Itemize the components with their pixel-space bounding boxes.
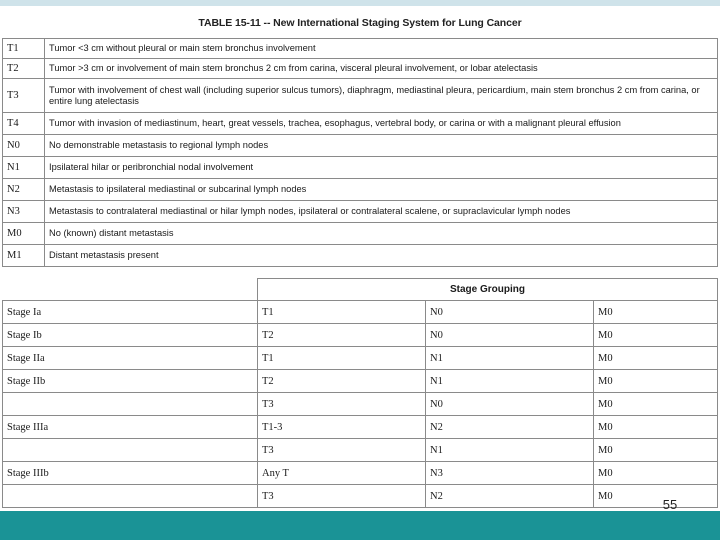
stage-row [3,393,718,416]
stage-m-cell: M0 [594,439,718,462]
stage-grouping-table [2,278,718,508]
tnm-code-cell: N0 [3,135,45,157]
table-title: TABLE 15-11 -- New International Staging System for Lung Cancer [198,17,522,29]
tnm-code-cell: T2 [3,59,45,79]
stage-n-cell: N2 [426,416,594,439]
tnm-row [3,79,718,113]
tnm-description-cell: Tumor >3 cm or involvement of main stem bronchus 2 cm from carina, visceral pleural involvement, or lobar atelectasis [45,59,718,79]
tnm-code-cell: N1 [3,157,45,179]
stage-row [3,485,718,508]
stage-n-cell: N0 [426,301,594,324]
tnm-description-cell: Tumor with invasion of mediastinum, heart, great vessels, trachea, esophagus, vertebral body, or carina or with a malignant pleural effusion [45,113,718,135]
stage-row [3,347,718,370]
stage-n-cell: N2 [426,485,594,508]
stage-name-cell: Stage IIIa [3,416,258,439]
stage-grouping-header: Stage Grouping [258,279,718,301]
stage-t-cell: T1 [258,301,426,324]
tnm-description-cell: Metastasis to contralateral mediastinal or hilar lymph nodes, ipsilateral or contralateral scalene, or supraclavicular lymph nodes [45,201,718,223]
tnm-description-cell: Tumor with involvement of chest wall (including superior sulcus tumors), diaphragm, mediastinal pleura, pericardium, main stem bronchus 2 cm from carina, or entire lung atelectasis [45,79,718,113]
stage-row [3,324,718,347]
tnm-code-cell: M0 [3,223,45,245]
tnm-row [3,157,718,179]
stage-name-cell: Stage Ib [3,324,258,347]
stage-m-cell: M0 [594,393,718,416]
tnm-code-cell: N3 [3,201,45,223]
tnm-definitions-table [2,38,718,267]
stage-m-cell: M0 [594,485,718,508]
stage-name-cell: Stage IIa [3,347,258,370]
stage-m-cell: M0 [594,301,718,324]
stage-row [3,301,718,324]
tnm-row [3,135,718,157]
tnm-row [3,59,718,79]
stage-name-cell: Stage IIb [3,370,258,393]
tnm-description-cell: No (known) distant metastasis [45,223,718,245]
tnm-row [3,39,718,59]
stage-n-cell: N1 [426,347,594,370]
scanned-table-page [0,6,720,511]
stage-n-cell: N1 [426,370,594,393]
tnm-row [3,179,718,201]
stage-name-cell [3,393,258,416]
tnm-row [3,245,718,267]
stage-t-cell: T1 [258,347,426,370]
blank-cell [3,279,258,301]
stage-t-cell: T3 [258,393,426,416]
stage-name-cell: Stage IIIb [3,462,258,485]
stage-row [3,416,718,439]
stage-row [3,462,718,485]
stage-t-cell: T1-3 [258,416,426,439]
tnm-code-cell: T3 [3,79,45,113]
stage-n-cell: N1 [426,439,594,462]
stage-name-cell [3,485,258,508]
tnm-code-cell: T1 [3,39,45,59]
stage-grouping-header-row [3,279,718,301]
tnm-description-cell: Ipsilateral hilar or peribronchial nodal involvement [45,157,718,179]
stage-t-cell: T3 [258,439,426,462]
stage-row [3,439,718,462]
stage-m-cell: M0 [594,370,718,393]
stage-t-cell: T2 [258,370,426,393]
tnm-row [3,113,718,135]
tnm-row [3,201,718,223]
stage-n-cell: N0 [426,393,594,416]
tnm-code-cell: M1 [3,245,45,267]
page-number: 55 [662,497,678,512]
stage-t-cell: T3 [258,485,426,508]
stage-n-cell: N0 [426,324,594,347]
stage-t-cell: T2 [258,324,426,347]
tnm-code-cell: N2 [3,179,45,201]
tnm-description-cell: Distant metastasis present [45,245,718,267]
tnm-description-cell: No demonstrable metastasis to regional lymph nodes [45,135,718,157]
stage-m-cell: M0 [594,416,718,439]
tnm-description-cell: Tumor <3 cm without pleural or main stem bronchus involvement [45,39,718,59]
stage-name-cell [3,439,258,462]
stage-m-cell: M0 [594,462,718,485]
tnm-description-cell: Metastasis to ipsilateral mediastinal or subcarinal lymph nodes [45,179,718,201]
stage-m-cell: M0 [594,324,718,347]
bottom-accent-band [0,511,720,540]
stage-m-cell: M0 [594,347,718,370]
tnm-code-cell: T4 [3,113,45,135]
tnm-row [3,223,718,245]
stage-n-cell: N3 [426,462,594,485]
stage-name-cell: Stage Ia [3,301,258,324]
stage-t-cell: Any T [258,462,426,485]
stage-row [3,370,718,393]
